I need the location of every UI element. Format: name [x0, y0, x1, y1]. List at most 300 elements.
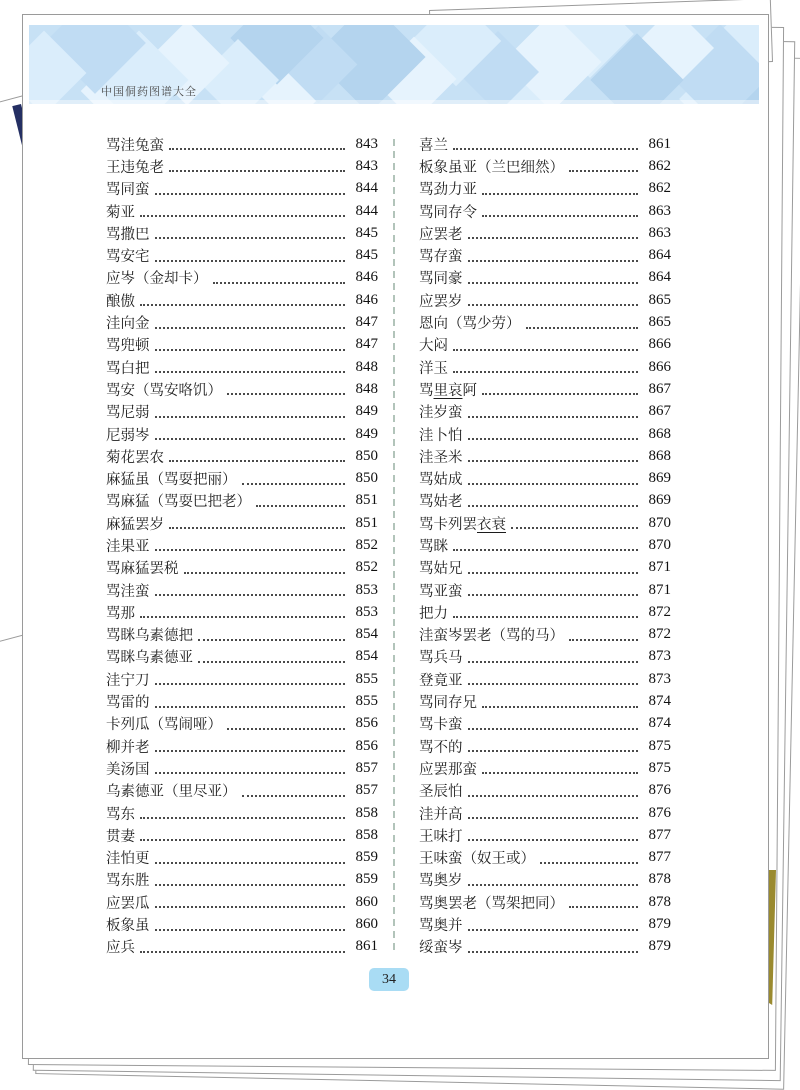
toc-entry — [106, 891, 378, 913]
toc-entry — [106, 869, 378, 891]
toc-entry — [419, 445, 671, 467]
leader-dots — [155, 584, 346, 596]
entry-name: 王味蛮（奴王或） — [419, 851, 535, 868]
leader-dots — [155, 896, 346, 908]
entry-page: 866 — [648, 358, 671, 375]
leader-dots — [242, 785, 346, 797]
entry-name: 尼弱岑 — [106, 427, 150, 444]
entry-page: 877 — [648, 826, 671, 843]
toc-entry — [419, 668, 671, 690]
leader-dots — [155, 250, 346, 262]
toc-entry — [419, 869, 671, 891]
entry-name: 应罢岁 — [419, 293, 463, 310]
toc-entry — [419, 512, 671, 534]
entry-name: 骂卡蛮 — [419, 717, 463, 734]
toc-entry — [106, 155, 378, 177]
book-title: 中国侗药图谱大全 — [101, 86, 197, 98]
entry-name: 登竟亚 — [419, 672, 463, 689]
leader-dots — [140, 807, 345, 819]
toc-entry — [106, 178, 378, 200]
book-page — [22, 14, 769, 1059]
leader-dots — [169, 138, 345, 150]
leader-dots — [468, 294, 639, 306]
entry-name: 乌素德亚（里尽亚） — [106, 784, 237, 801]
entry-page: 853 — [355, 603, 378, 620]
toc-entry — [106, 690, 378, 712]
toc-entry — [419, 490, 671, 512]
entry-page: 855 — [355, 693, 378, 710]
toc-entry — [106, 624, 378, 646]
leader-dots — [155, 762, 346, 774]
leader-dots — [213, 272, 346, 284]
entry-page: 867 — [648, 403, 671, 420]
toc-entry — [419, 133, 671, 155]
toc-entry — [419, 802, 671, 824]
entry-page: 860 — [355, 916, 378, 933]
entry-page: 875 — [648, 737, 671, 754]
entry-page: 855 — [355, 670, 378, 687]
entry-name: 骂尼弱 — [106, 405, 150, 422]
toc-entry — [106, 579, 378, 601]
entry-name: 骂安（骂安咯饥） — [106, 382, 222, 399]
leader-dots — [198, 651, 345, 663]
entry-page: 878 — [648, 871, 671, 888]
entry-name: 骂同存令 — [419, 204, 477, 221]
entry-page: 853 — [355, 581, 378, 598]
entry-name: 骂兜顿 — [106, 338, 150, 355]
entry-name: 骂东胜 — [106, 873, 150, 890]
entry-name: 骂里哀阿 — [419, 382, 477, 399]
leader-dots — [468, 941, 639, 953]
entry-name: 骂亚蛮 — [419, 583, 463, 600]
entry-page: 875 — [648, 759, 671, 776]
entry-page: 877 — [648, 849, 671, 866]
entry-page: 849 — [355, 403, 378, 420]
leader-dots — [155, 183, 346, 195]
entry-name: 菊花罢农 — [106, 449, 164, 466]
toc-entry — [106, 356, 378, 378]
entry-name: 麻猛虽（骂耍把丽） — [106, 472, 237, 489]
leader-dots — [169, 517, 345, 529]
toc-entry — [106, 334, 378, 356]
toc-entry — [419, 891, 671, 913]
entry-page: 868 — [648, 447, 671, 464]
leader-dots — [468, 272, 639, 284]
toc-entry — [419, 847, 671, 869]
entry-name: 洼岁蛮 — [419, 405, 463, 422]
entry-name: 洼圣米 — [419, 449, 463, 466]
entry-name: 骂姑兄 — [419, 561, 463, 578]
leader-dots — [540, 852, 638, 864]
leader-dots — [468, 562, 639, 574]
leader-dots — [468, 919, 639, 931]
leader-dots — [482, 183, 638, 195]
leader-dots — [256, 495, 345, 507]
entry-page: 873 — [648, 670, 671, 687]
leader-dots — [468, 740, 639, 752]
entry-name: 王味打 — [419, 828, 463, 845]
entry-name: 洼宁刀 — [106, 672, 150, 689]
entry-page: 879 — [648, 938, 671, 955]
toc-entry — [419, 244, 671, 266]
entry-page: 845 — [355, 247, 378, 264]
entry-name: 骂麻猛（骂耍巴把老） — [106, 494, 251, 511]
leader-dots — [569, 896, 638, 908]
entry-name: 洼果亚 — [106, 538, 150, 555]
leader-dots — [242, 473, 346, 485]
toc-entry — [106, 133, 378, 155]
entry-name: 绥蛮岑 — [419, 940, 463, 957]
entry-page: 852 — [355, 559, 378, 576]
entry-page: 868 — [648, 425, 671, 442]
entry-page: 876 — [648, 782, 671, 799]
toc-entry — [419, 936, 671, 958]
entry-page: 862 — [648, 180, 671, 197]
leader-dots — [184, 562, 346, 574]
toc-entry — [419, 824, 671, 846]
entry-page: 870 — [648, 514, 671, 531]
page-number-badge: 34 — [369, 968, 409, 991]
leader-dots — [468, 495, 639, 507]
toc-entry — [106, 311, 378, 333]
entry-name: 圣辰怕 — [419, 784, 463, 801]
toc-entry — [419, 356, 671, 378]
entry-page: 854 — [355, 648, 378, 665]
entry-name: 洼并高 — [419, 806, 463, 823]
toc-entry — [106, 200, 378, 222]
entry-name: 板象虽亚（兰巴细然） — [419, 159, 564, 176]
leader-dots — [155, 696, 346, 708]
toc-entry — [419, 690, 671, 712]
entry-name: 王违兔老 — [106, 159, 164, 176]
entry-page: 847 — [355, 314, 378, 331]
entry-page: 869 — [648, 492, 671, 509]
entry-name: 喜兰 — [419, 137, 448, 154]
leader-dots — [155, 539, 346, 551]
entry-name: 麻猛罢岁 — [106, 516, 164, 533]
leader-dots — [155, 740, 346, 752]
toc-entry — [106, 222, 378, 244]
entry-name: 骂眯乌素德亚 — [106, 650, 193, 667]
leader-dots — [468, 785, 639, 797]
entry-page: 859 — [355, 849, 378, 866]
leader-dots — [453, 361, 638, 373]
entry-page: 878 — [648, 893, 671, 910]
entry-name: 骂东 — [106, 806, 135, 823]
leader-dots — [227, 383, 345, 395]
entry-name: 恩向（骂少劳） — [419, 316, 521, 333]
entry-page: 856 — [355, 715, 378, 732]
entry-name: 洋玉 — [419, 360, 448, 377]
entry-name: 骂白把 — [106, 360, 150, 377]
entry-name: 骂卡列罢衣衰 — [419, 516, 506, 533]
leader-dots — [140, 606, 345, 618]
entry-page: 849 — [355, 425, 378, 442]
column-divider — [393, 139, 395, 953]
toc-entry — [106, 757, 378, 779]
entry-name: 骂姑老 — [419, 494, 463, 511]
leader-dots — [468, 673, 639, 685]
toc-entry — [106, 378, 378, 400]
leader-dots — [453, 539, 638, 551]
entry-page: 874 — [648, 693, 671, 710]
entry-page: 858 — [355, 804, 378, 821]
leader-dots — [468, 829, 639, 841]
toc-entry — [419, 646, 671, 668]
leader-dots — [140, 829, 345, 841]
entry-name: 骂奥并 — [419, 918, 463, 935]
leader-dots — [169, 160, 345, 172]
toc-entry — [419, 601, 671, 623]
entry-name: 骂兵马 — [419, 650, 463, 667]
leader-dots — [155, 428, 346, 440]
entry-name: 骂姑成 — [419, 472, 463, 489]
leader-dots — [155, 227, 346, 239]
entry-name: 板象虽 — [106, 918, 150, 935]
toc-entry — [106, 490, 378, 512]
leader-dots — [482, 696, 638, 708]
toc-entry — [419, 200, 671, 222]
entry-page: 879 — [648, 916, 671, 933]
toc-entry — [419, 913, 671, 935]
entry-page: 862 — [648, 157, 671, 174]
entry-name: 应岑（金却卡） — [106, 271, 208, 288]
entry-name: 骂洼蛮 — [106, 583, 150, 600]
entry-page: 852 — [355, 536, 378, 553]
toc-entry — [419, 267, 671, 289]
leader-dots — [468, 428, 639, 440]
leader-dots — [468, 450, 639, 462]
entry-page: 874 — [648, 715, 671, 732]
entry-name: 骂奥罢老（骂架把同） — [419, 895, 564, 912]
toc-entry — [106, 244, 378, 266]
entry-name: 大闷 — [419, 338, 448, 355]
leader-dots — [155, 919, 346, 931]
entry-name: 洼向金 — [106, 316, 150, 333]
entry-name: 菊亚 — [106, 204, 135, 221]
toc-entry — [419, 155, 671, 177]
entry-page: 857 — [355, 782, 378, 799]
entry-name: 骂那 — [106, 605, 135, 622]
leader-dots — [140, 294, 345, 306]
toc-entry — [106, 802, 378, 824]
entry-name: 骂同存兄 — [419, 695, 477, 712]
entry-page: 854 — [355, 626, 378, 643]
toc-entry — [419, 289, 671, 311]
entry-page: 846 — [355, 291, 378, 308]
entry-page: 872 — [648, 603, 671, 620]
entry-name: 骂不的 — [419, 739, 463, 756]
entry-page: 864 — [648, 269, 671, 286]
entry-name: 美汤国 — [106, 761, 150, 778]
toc-entry — [419, 534, 671, 556]
entry-page: 847 — [355, 336, 378, 353]
entry-name: 酿傲 — [106, 293, 135, 310]
toc-entry — [419, 757, 671, 779]
entry-page: 861 — [355, 938, 378, 955]
leader-dots — [468, 874, 639, 886]
entry-name: 贯妻 — [106, 828, 135, 845]
entry-page: 843 — [355, 135, 378, 152]
leader-dots — [482, 383, 638, 395]
entry-name: 骂撒巴 — [106, 226, 150, 243]
toc-entry — [106, 936, 378, 958]
toc-entry — [419, 334, 671, 356]
leader-dots — [155, 852, 346, 864]
toc-entry — [106, 668, 378, 690]
entry-page: 850 — [355, 447, 378, 464]
toc-entry — [419, 222, 671, 244]
leader-dots — [468, 584, 639, 596]
toc-entry — [419, 178, 671, 200]
entry-page: 845 — [355, 224, 378, 241]
toc-entry — [106, 423, 378, 445]
entry-page: 860 — [355, 893, 378, 910]
entry-page: 876 — [648, 804, 671, 821]
toc-entry — [419, 378, 671, 400]
entry-name: 应罢那蛮 — [419, 761, 477, 778]
entry-name: 骂安宅 — [106, 249, 150, 266]
leader-dots — [511, 517, 638, 529]
toc-entry — [106, 713, 378, 735]
entry-page: 848 — [355, 380, 378, 397]
entry-page: 859 — [355, 871, 378, 888]
leader-dots — [526, 317, 639, 329]
toc-entry — [419, 467, 671, 489]
leader-dots — [155, 339, 346, 351]
entry-page: 846 — [355, 269, 378, 286]
toc-entry — [106, 735, 378, 757]
toc-entry — [106, 289, 378, 311]
entry-name: 卡列瓜（骂闹哑） — [106, 717, 222, 734]
leader-dots — [468, 227, 639, 239]
leader-dots — [482, 205, 638, 217]
entry-page: 843 — [355, 157, 378, 174]
leader-dots — [155, 673, 346, 685]
entry-name: 洼卜怕 — [419, 427, 463, 444]
toc-entry — [106, 913, 378, 935]
toc-entry — [106, 824, 378, 846]
toc-entry — [419, 423, 671, 445]
entry-name: 应兵 — [106, 940, 135, 957]
toc-entry — [419, 735, 671, 757]
toc-entry — [106, 267, 378, 289]
leader-dots — [155, 406, 346, 418]
toc-entry — [106, 847, 378, 869]
toc-column-right — [419, 133, 671, 958]
entry-page: 867 — [648, 380, 671, 397]
entry-name: 应罢瓜 — [106, 895, 150, 912]
entry-name: 柳并老 — [106, 739, 150, 756]
leader-dots — [468, 718, 639, 730]
toc-entry — [106, 780, 378, 802]
entry-page: 850 — [355, 470, 378, 487]
leader-dots — [468, 807, 639, 819]
entry-name: 骂眯 — [419, 538, 448, 555]
entry-page: 865 — [648, 291, 671, 308]
entry-name: 骂存蛮 — [419, 249, 463, 266]
entry-name: 洼怕更 — [106, 851, 150, 868]
toc-entry — [106, 401, 378, 423]
entry-page: 863 — [648, 202, 671, 219]
toc-entry — [106, 601, 378, 623]
entry-name: 骂劲力亚 — [419, 182, 477, 199]
toc-entry — [419, 311, 671, 333]
leader-dots — [569, 629, 638, 641]
entry-name: 洼蛮岑罢老（骂的马） — [419, 628, 564, 645]
toc-entry — [106, 445, 378, 467]
leader-dots — [155, 317, 346, 329]
toc-entry — [419, 780, 671, 802]
toc-column-left — [106, 133, 378, 958]
entry-page: 869 — [648, 470, 671, 487]
entry-page: 856 — [355, 737, 378, 754]
toc-entry — [106, 512, 378, 534]
entry-page: 848 — [355, 358, 378, 375]
entry-name: 骂同豪 — [419, 271, 463, 288]
entry-page: 851 — [355, 492, 378, 509]
entry-name: 骂洼兔蛮 — [106, 137, 164, 154]
leader-dots — [140, 941, 345, 953]
entry-page: 851 — [355, 514, 378, 531]
entry-page: 858 — [355, 826, 378, 843]
header-band — [29, 25, 759, 104]
entry-page: 870 — [648, 536, 671, 553]
toc-entry — [419, 579, 671, 601]
leader-dots — [140, 205, 345, 217]
entry-page: 871 — [648, 581, 671, 598]
entry-page: 861 — [648, 135, 671, 152]
toc-entry — [419, 624, 671, 646]
leader-dots — [468, 250, 639, 262]
toc-entry — [106, 557, 378, 579]
entry-page: 873 — [648, 648, 671, 665]
leader-dots — [169, 450, 345, 462]
entry-name: 骂雷的 — [106, 695, 150, 712]
leader-dots — [155, 874, 346, 886]
toc-entry — [106, 534, 378, 556]
leader-dots — [155, 361, 346, 373]
entry-page: 844 — [355, 180, 378, 197]
leader-dots — [468, 406, 639, 418]
entry-page: 864 — [648, 247, 671, 264]
leader-dots — [453, 138, 638, 150]
entry-name: 骂奥岁 — [419, 873, 463, 890]
entry-page: 872 — [648, 626, 671, 643]
toc-entry — [419, 557, 671, 579]
toc-entry — [419, 401, 671, 423]
entry-name: 骂麻猛罢税 — [106, 561, 179, 578]
leader-dots — [468, 651, 639, 663]
entry-page: 863 — [648, 224, 671, 241]
leader-dots — [227, 718, 345, 730]
leader-dots — [453, 339, 638, 351]
entry-name: 骂同蛮 — [106, 182, 150, 199]
leader-dots — [482, 762, 638, 774]
leader-dots — [468, 473, 639, 485]
entry-name: 把力 — [419, 605, 448, 622]
leader-dots — [198, 629, 345, 641]
entry-page: 865 — [648, 314, 671, 331]
entry-page: 866 — [648, 336, 671, 353]
toc-entry — [106, 467, 378, 489]
toc-entry — [419, 713, 671, 735]
entry-name: 骂眯乌素德把 — [106, 628, 193, 645]
entry-page: 857 — [355, 759, 378, 776]
leader-dots — [569, 160, 638, 172]
entry-page: 871 — [648, 559, 671, 576]
toc-entry — [106, 646, 378, 668]
